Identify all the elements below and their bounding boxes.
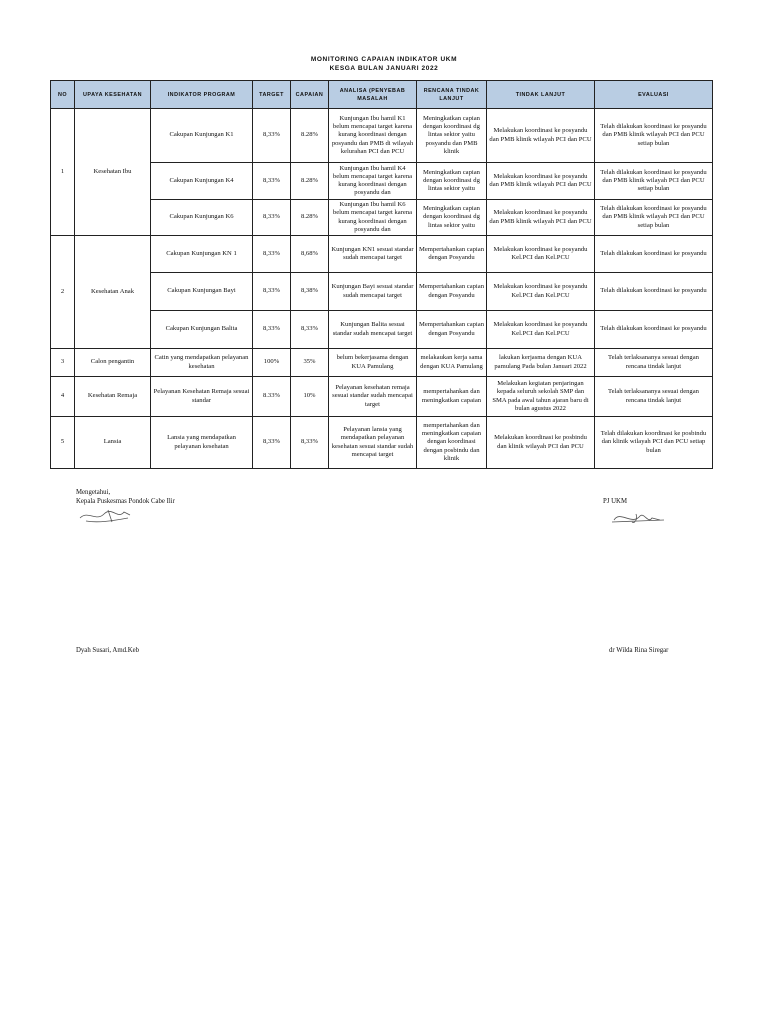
cell-analisa: Kunjungan KN1 sesuai standar sudah mencapai target — [329, 236, 417, 273]
cell-indikator: Cakupan Kunjungan KN 1 — [151, 236, 253, 273]
header-target: TARGET — [253, 81, 291, 109]
cell-rencana: Meningkatkan capian dengan koordinasi dg lintas sektor yaitu posyandu dan PMB klinik — [417, 109, 487, 163]
cell-rencana: Mempertahankan capian dengan Posyandu — [417, 311, 487, 349]
cell-target: 8.33% — [253, 377, 291, 417]
report-title: MONITORING CAPAIAN INDIKATOR UKM — [310, 56, 458, 63]
cell-tindak-lanjut: Melakukan kegiatan penjaringan kepada seluruh sekolah SMP dan SMA pada awal tahun ajaran baru di bulan agustus 2022 — [487, 377, 595, 417]
cell-target: 8,33% — [253, 273, 291, 311]
table-row — [51, 273, 713, 311]
cell-target: 8,33% — [253, 200, 291, 236]
signature-scribble-right — [610, 508, 666, 528]
cell-capaian: 8.28% — [291, 200, 329, 236]
cell-indikator: Cakupan Kunjungan K6 — [151, 200, 253, 236]
acknowledged-label: Mengetahui, — [76, 489, 111, 496]
row-upaya: Calon pengantin — [75, 349, 151, 377]
row-upaya: Kesehatan Anak — [75, 236, 151, 349]
cell-rencana: Meningkatkan capian dengan koordinasi dg lintas sektor yaitu — [417, 163, 487, 200]
table-row — [51, 109, 713, 163]
cell-rencana: mempertahankan dan meningkatkan capaian dengan koordinasi dengan posbindu dan klinik — [417, 417, 487, 469]
table-header-row — [51, 81, 713, 109]
cell-evaluasi: Telah terlaksananya sesuai dengan rencana tindak lanjut — [595, 349, 713, 377]
header-capaian: CAPAIAN — [291, 81, 329, 109]
header-no: NO — [51, 81, 75, 109]
head-position-label: Kepala Puskesmas Pondok Cabe Ilir — [76, 498, 175, 505]
cell-indikator: Lansia yang mendapatkan pelayanan kesehatan — [151, 417, 253, 469]
table-row — [51, 236, 713, 273]
table-row — [51, 311, 713, 349]
signatory-name-left: Dyah Susari, Amd.Keb — [76, 647, 140, 654]
row-no: 3 — [51, 349, 75, 377]
cell-capaian: 8.28% — [291, 109, 329, 163]
cell-analisa: Kunjungan Balita sesuai standar sudah mencapai target — [329, 311, 417, 349]
header-analisa: ANALISA (PENYEBAB MASALAH — [329, 81, 417, 109]
cell-evaluasi: Telah dilakukan koordinasi ke posyandu dan PMB klinik wilayah PCI dan PCU setiap bulan — [595, 200, 713, 236]
row-upaya: Kesehatan Remaja — [75, 377, 151, 417]
cell-capaian: 8.28% — [291, 163, 329, 200]
row-no: 5 — [51, 417, 75, 469]
signature-scribble-left — [78, 506, 136, 526]
cell-target: 100% — [253, 349, 291, 377]
cell-target: 8,33% — [253, 236, 291, 273]
cell-indikator: Cakupan Kunjungan Balita — [151, 311, 253, 349]
cell-evaluasi: Telah dilakukan koordinasi ke posbindu dan klinik wilayah PCI dan PCU setiap bulan — [595, 417, 713, 469]
header-rencana: RENCANA TINDAK LANJUT — [417, 81, 487, 109]
cell-indikator: Cakupan Kunjungan Bayi — [151, 273, 253, 311]
table-row — [51, 349, 713, 377]
cell-capaian: 35% — [291, 349, 329, 377]
cell-evaluasi: Telah dilakukan koordinasi ke posyandu — [595, 311, 713, 349]
cell-evaluasi: Telah dilakukan koordinasi ke posyandu dan PMB klinik wilayah PCI dan PCU setiap bulan — [595, 163, 713, 200]
cell-capaian: 8,33% — [291, 311, 329, 349]
header-tindak-lanjut: TINDAK LANJUT — [487, 81, 595, 109]
cell-capaian: 8,33% — [291, 417, 329, 469]
cell-analisa: Kunjungan Ibu hamil K6 belum mencapai target karena kurang koordinasi dengan posyandu dan — [329, 200, 417, 236]
cell-tindak-lanjut: Melakukan koordinasi ke posyandu Kel.PCI dan Kel.PCU — [487, 236, 595, 273]
table-row — [51, 377, 713, 417]
cell-evaluasi: Telah dilakukan koordinasi ke posyandu — [595, 273, 713, 311]
cell-analisa: Kunjungan Bayi sesuai standar sudah mencapai target — [329, 273, 417, 311]
cell-tindak-lanjut: Melakukan koordinasi ke posbindu dan klinik wilayah PCI dan PCU — [487, 417, 595, 469]
header-indikator: INDIKATOR PROGRAM — [151, 81, 253, 109]
pj-ukm-label: PJ UKM — [603, 498, 627, 505]
cell-capaian: 10% — [291, 377, 329, 417]
table-row — [51, 200, 713, 236]
cell-tindak-lanjut: Melakukan koordinasi ke posyandu Kel.PCI dan Kel.PCU — [487, 311, 595, 349]
cell-rencana: mempertahankan dan meningkatkan capaian — [417, 377, 487, 417]
signature-block-right — [603, 497, 627, 506]
cell-rencana: melakaukan kerja sama dengan KUA Pamulang — [417, 349, 487, 377]
cell-target: 8,33% — [253, 417, 291, 469]
row-no: 1 — [51, 109, 75, 236]
cell-target: 8,33% — [253, 163, 291, 200]
cell-capaian: 8,38% — [291, 273, 329, 311]
cell-rencana: Mempertahankan capian dengan Posyandu — [417, 236, 487, 273]
row-upaya: Lansia — [75, 417, 151, 469]
header-upaya: UPAYA KESEHATAN — [75, 81, 151, 109]
cell-indikator: Cakupan Kunjungan K1 — [151, 109, 253, 163]
table-row — [51, 417, 713, 469]
cell-evaluasi: Telah dilakukan koordinasi ke posyandu — [595, 236, 713, 273]
cell-capaian: 8,68% — [291, 236, 329, 273]
cell-rencana: Meningkatkan capian dengan koordinasi dg lintas sektor yaitu — [417, 200, 487, 236]
cell-tindak-lanjut: lakukan kerjasma dengan KUA pamulang Pada bulan Januari 2022 — [487, 349, 595, 377]
report-subtitle: KESGA BULAN JANUARI 2022 — [329, 65, 439, 72]
signatory-name-right: dr Wilda Rina Siregar — [609, 647, 669, 654]
cell-indikator: Pelayanan Kesehatan Remaja sesuai standar — [151, 377, 253, 417]
cell-evaluasi: Telah dilakukan koordinasi ke posyandu dan PMB klinik wilayah PCI dan PCU setiap bulan — [595, 109, 713, 163]
cell-tindak-lanjut: Melakukan koordinasi ke posyandu dan PMB klinik wilayah PCI dan PCU — [487, 163, 595, 200]
table-row — [51, 163, 713, 200]
margin-line — [50, 230, 51, 272]
cell-analisa: Kunjungan Ibu hamil K4 belum mencapai target karena kurang koordinasi dengan posyandu dan — [329, 163, 417, 200]
monitoring-table — [50, 80, 713, 469]
cell-analisa: Kunjungan Ibu hamil K1 belum mencapai target karena kurang koordinasi dengan posyandu dan PMB di wilayah kelurahan PCI dan PCU — [329, 109, 417, 163]
cell-target: 8,33% — [253, 311, 291, 349]
cell-evaluasi: Telah terlaksananya sesuai dengan rencana tindak lanjut — [595, 377, 713, 417]
row-no: 2 — [51, 236, 75, 349]
row-no: 4 — [51, 377, 75, 417]
cell-tindak-lanjut: Melakukan koordinasi ke posyandu dan PMB klinik wilayah PCI dan PCU — [487, 200, 595, 236]
cell-indikator: Catin yang mendapatkan pelayanan kesehatan — [151, 349, 253, 377]
cell-analisa: belum bekerjasama dengan KUA Pamulang — [329, 349, 417, 377]
signature-block-left — [76, 488, 175, 506]
header-evaluasi: EVALUASI — [595, 81, 713, 109]
row-upaya: Kesehatan Ibu — [75, 109, 151, 236]
cell-tindak-lanjut: Melakukan koordinasi ke posyandu dan PMB klinik wilayah PCI dan PCU — [487, 109, 595, 163]
cell-indikator: Cakupan Kunjungan K4 — [151, 163, 253, 200]
cell-rencana: Mempertahankan capian dengan Posyandu — [417, 273, 487, 311]
cell-tindak-lanjut: Melakukan koordinasi ke posyandu Kel.PCI dan Kel.PCU — [487, 273, 595, 311]
cell-target: 8,33% — [253, 109, 291, 163]
cell-analisa: Pelayanan lansia yang mendapatkan pelayanan kesehatan sesuai standar sudah mencapai target — [329, 417, 417, 469]
cell-analisa: Pelayanan kesehatan remaja sesuai standar sudah mencapai target — [329, 377, 417, 417]
